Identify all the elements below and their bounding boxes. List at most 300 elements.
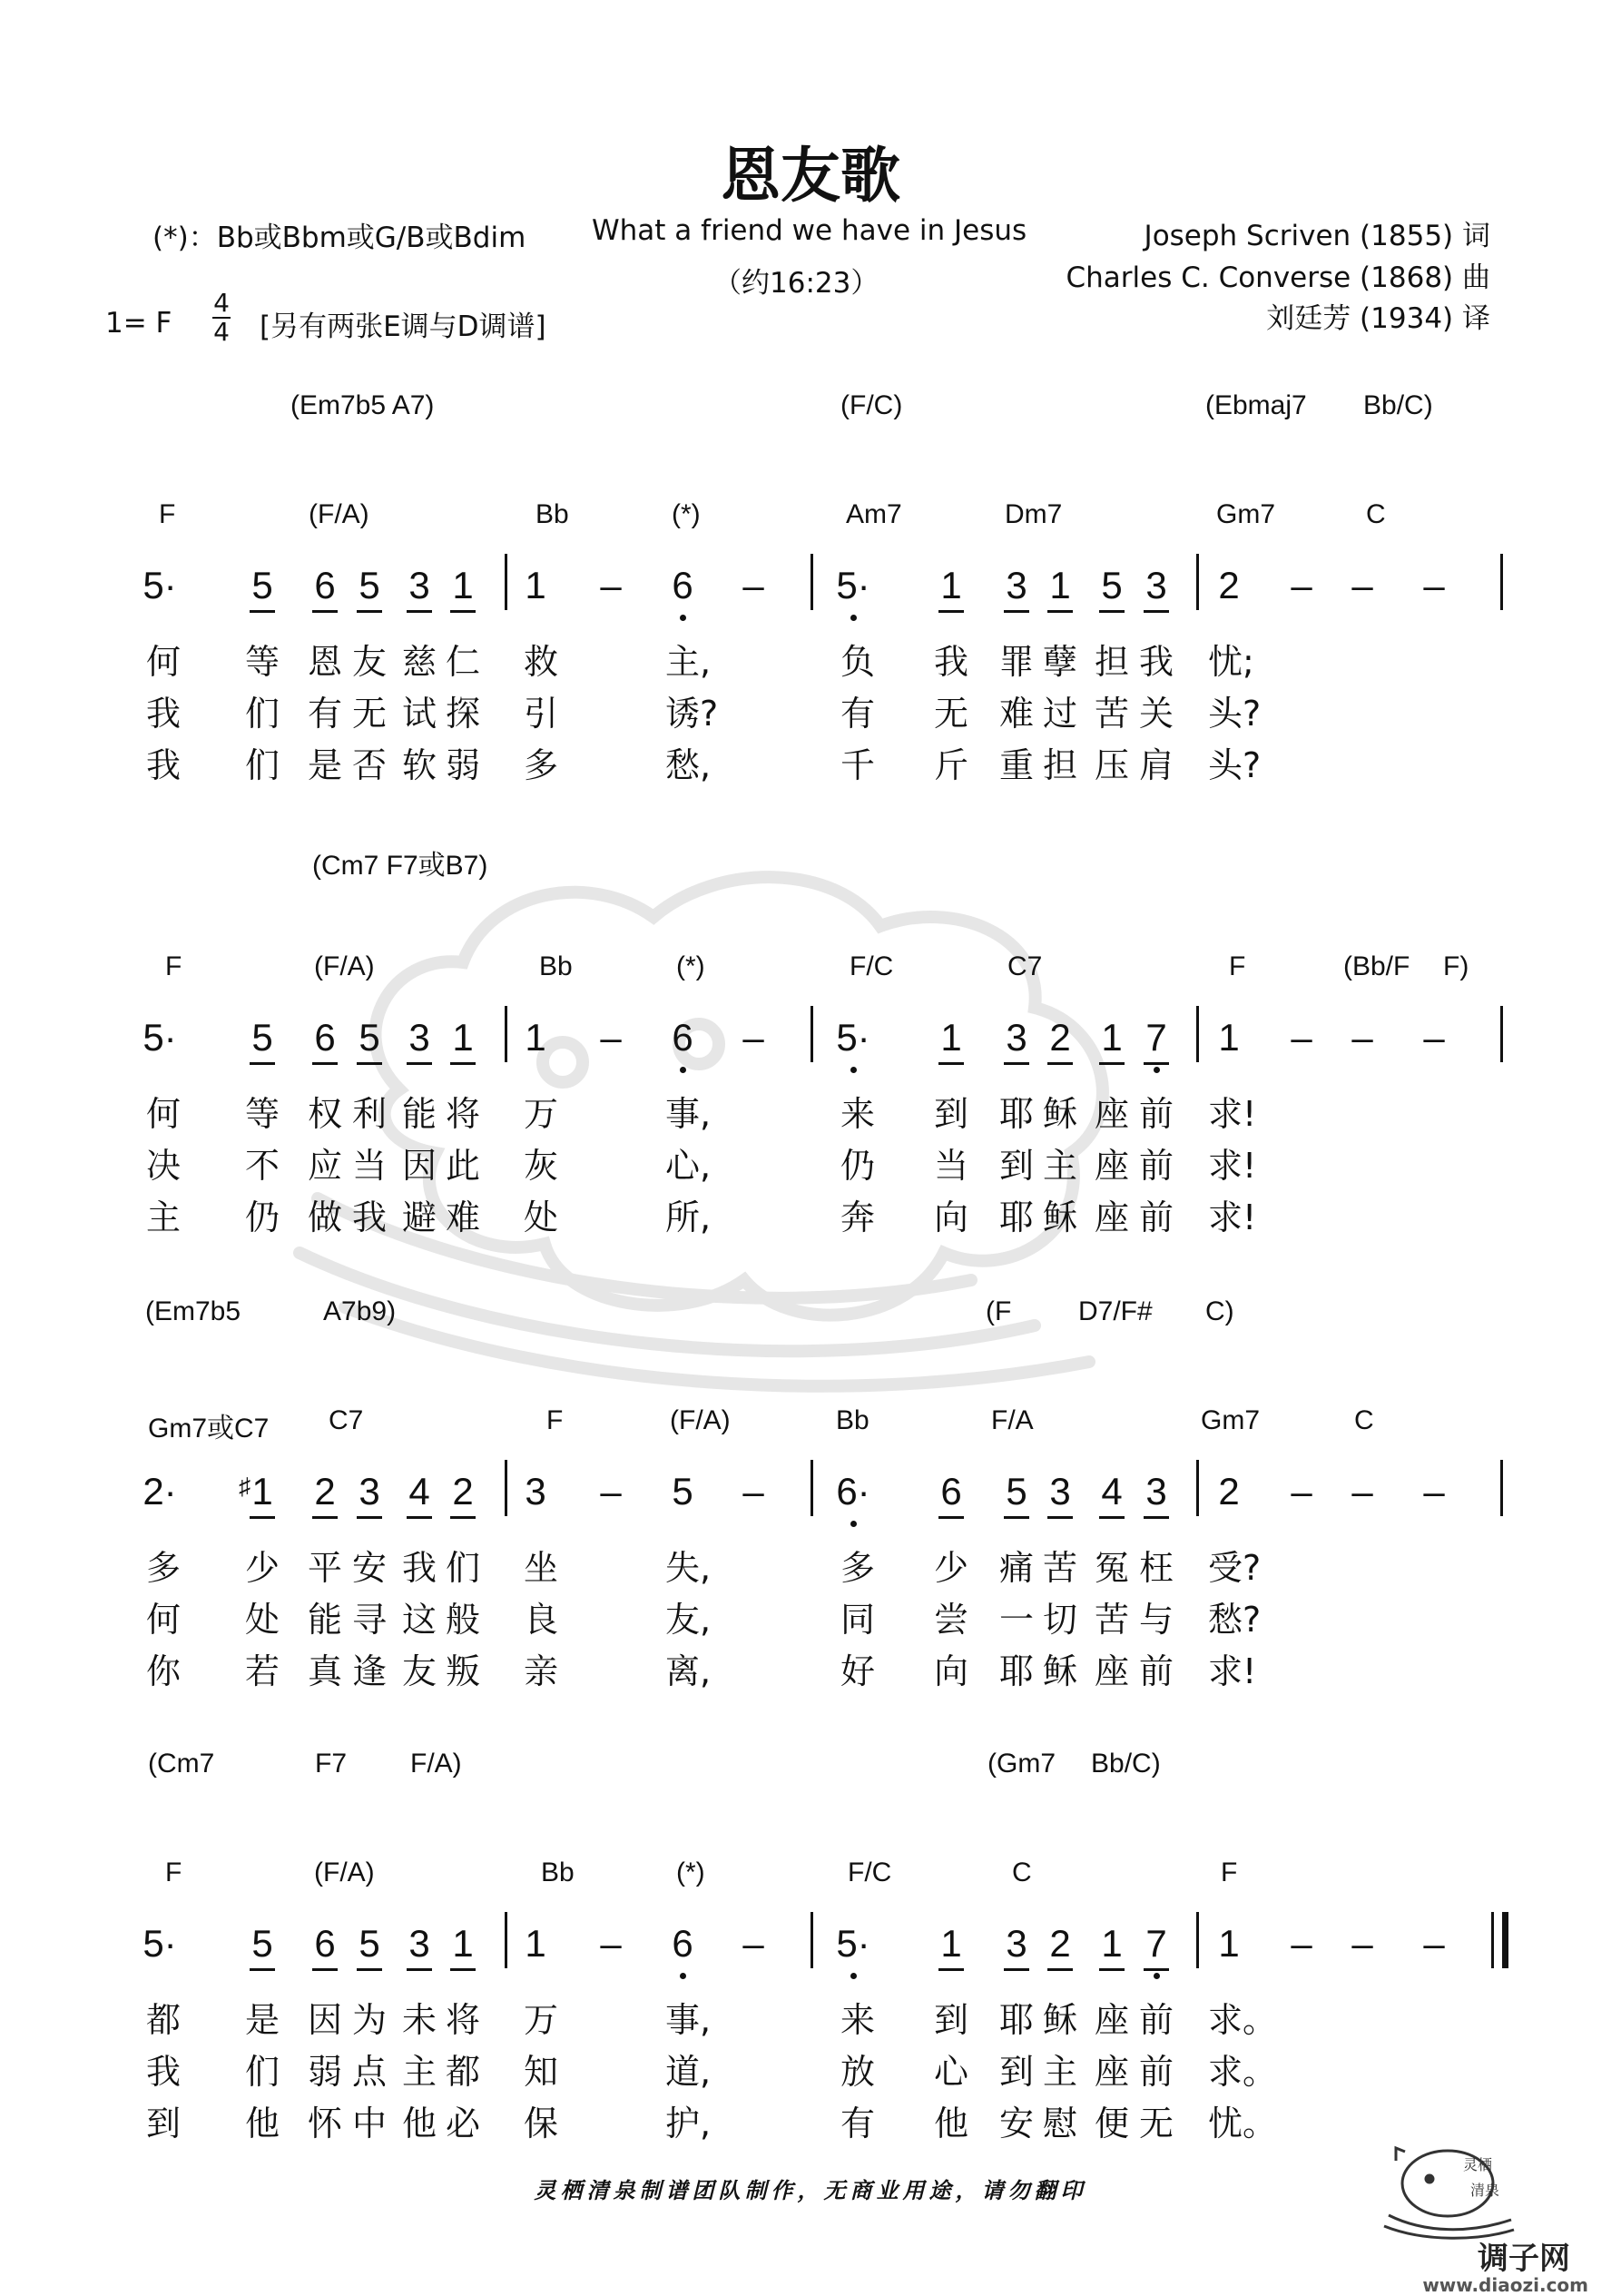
chord-symbol: (F/A) (309, 499, 369, 529)
chord-substitution-note: (*)：Bb或Bbm或G/B或Bdim (152, 222, 526, 254)
jianpu-note: 3 (525, 1470, 546, 1513)
lyric-char: 处 (523, 1197, 558, 1237)
lyric-char: 切 (1042, 1600, 1077, 1640)
chord-symbol: Bb (836, 1405, 869, 1435)
lyric-char: 孽 (1042, 642, 1077, 682)
jianpu-note: 2 (307, 1469, 343, 1514)
lyric-char: 来 (840, 1094, 875, 1134)
jianpu-note: 5 (244, 563, 280, 608)
barline (1500, 554, 1503, 610)
jianpu-note: 5 (1094, 563, 1130, 608)
chord-symbol: (F/A) (670, 1405, 731, 1435)
lyric-char: 座 (1094, 2000, 1129, 2040)
lyric-char: 保 (523, 2104, 558, 2143)
lyric-char: 肩 (1138, 745, 1174, 785)
jianpu-note: 5 (672, 1470, 693, 1513)
lyric-char: 救 (523, 642, 558, 682)
lyric-char: 点 (351, 2052, 387, 2092)
jianpu-note: 6 (933, 1469, 969, 1514)
jianpu-note: 5· (142, 1922, 177, 1965)
translator-credit: 刘廷芳 (1934) 译 (1266, 302, 1490, 335)
lyric-char: 稣 (1042, 2000, 1077, 2040)
lyric-char: 主 (1042, 1146, 1077, 1186)
lyric-char: 叛 (445, 1651, 480, 1691)
composer-credit: Charles C. Converse (1868) 曲 (1066, 261, 1490, 294)
lyric-char: 事, (665, 1094, 712, 1134)
lyric-char: 因 (401, 1146, 437, 1186)
jianpu-note: 1 (445, 1921, 481, 1966)
lyric-char: 到 (998, 1146, 1034, 1186)
lyric-char: 仍 (840, 1146, 875, 1186)
chord-symbol: (Bb/F (1343, 951, 1410, 981)
lyric-char: 耶 (998, 1197, 1034, 1237)
jianpu-note: 5 (351, 563, 388, 608)
lyric-char: 仍 (244, 1197, 280, 1237)
lyric-char: 忧; (1208, 642, 1254, 682)
jianpu-note: 1 (525, 1016, 546, 1059)
barline (1196, 1912, 1199, 1968)
lyric-char: 有 (307, 694, 342, 734)
lyric-char: 向 (933, 1197, 968, 1237)
lyric-char: 坐 (523, 1548, 558, 1588)
lyric-char: 到 (933, 2000, 968, 2040)
site-name: 调子网 (1478, 2241, 1570, 2277)
lyric-char: 稣 (1042, 1651, 1077, 1691)
jianpu-note: 3 (998, 563, 1035, 608)
lyric-char: 们 (244, 2052, 280, 2092)
lyric-char: 弱 (307, 2052, 342, 2092)
jianpu-note: 6 (664, 563, 701, 608)
chord-symbol: Gm7 (1201, 1405, 1261, 1435)
chord-symbol: (*) (676, 951, 705, 981)
lyric-char: 决 (145, 1146, 181, 1186)
jianpu-note: 5 (244, 1015, 280, 1060)
lyric-char: 稣 (1042, 1094, 1077, 1134)
lyric-char: 必 (445, 2104, 480, 2143)
lyric-char: 苦 (1042, 1548, 1077, 1588)
lyric-char: 座 (1094, 1094, 1129, 1134)
chord-symbol: F (165, 951, 182, 981)
chord-symbol: Am7 (846, 499, 902, 529)
lyric-char: 为 (351, 2000, 387, 2040)
lyric-char: 何 (145, 642, 181, 682)
lyric-char: 都 (145, 2000, 181, 2040)
alternate-chord: (Cm7 (148, 1749, 215, 1779)
jianpu-note: – (1291, 1470, 1312, 1513)
chord-symbol: Gm7或C7 (148, 1414, 270, 1444)
jianpu-note: – (1351, 1016, 1373, 1059)
lyric-char: 罪 (998, 642, 1034, 682)
jianpu-note: – (742, 1016, 764, 1059)
barline (505, 554, 507, 610)
jianpu-note: – (600, 564, 622, 606)
lyric-char: 多 (840, 1548, 875, 1588)
lyric-char: 前 (1138, 1146, 1174, 1186)
jianpu-note: 3 (998, 1921, 1035, 1966)
lyric-char: 弱 (445, 745, 480, 785)
lyric-char: 耶 (998, 1094, 1034, 1134)
alternate-chord: Bb/C) (1091, 1749, 1161, 1779)
lyric-char: 心, (665, 1146, 712, 1186)
lyric-char: 压 (1094, 745, 1129, 785)
lyric-char: 无 (351, 694, 387, 734)
jianpu-note: 3 (401, 1015, 437, 1060)
jianpu-note: 2 (1042, 1921, 1078, 1966)
lyric-char: 耶 (998, 2000, 1034, 2040)
jianpu-note: – (1291, 1922, 1312, 1965)
lyric-char: 逢 (351, 1651, 387, 1691)
lyric-char: 这 (401, 1600, 437, 1640)
chord-symbol: F/C (848, 1857, 892, 1887)
lyric-char: 一 (998, 1600, 1034, 1640)
lyric-char: 负 (840, 642, 875, 682)
lyric-char: 无 (1138, 2104, 1174, 2143)
chord-symbol: F (546, 1405, 564, 1435)
lingqi-logo (1380, 2143, 1516, 2242)
jianpu-note: – (1351, 564, 1373, 606)
jianpu-note: 5· (142, 1016, 177, 1059)
lyric-char: 来 (840, 2000, 875, 2040)
lyric-char: 怀 (307, 2104, 342, 2143)
jianpu-note: 5· (836, 564, 870, 606)
alternate-keys-note: [另有两张E调与D调谱] (260, 310, 546, 343)
lyric-char: 安 (998, 2104, 1034, 2143)
lyric-char: 平 (307, 1548, 342, 1588)
lyric-char: 将 (445, 1094, 480, 1134)
lyric-char: 少 (933, 1548, 968, 1588)
lyric-char: 苦 (1094, 1600, 1129, 1640)
lyric-char: 座 (1094, 1146, 1129, 1186)
jianpu-note: 5· (142, 564, 177, 606)
lyric-char: 奔 (840, 1197, 875, 1237)
jianpu-note: 1 (933, 1015, 969, 1060)
lyric-char: 探 (445, 694, 480, 734)
jianpu-note: 3 (998, 1015, 1035, 1060)
jianpu-note: – (1351, 1922, 1373, 1965)
jianpu-note: – (742, 564, 764, 606)
lyric-char: 好 (840, 1651, 875, 1691)
lyric-char: 同 (840, 1600, 875, 1640)
lyric-char: 我 (145, 694, 181, 734)
lyric-char: 稣 (1042, 1197, 1077, 1237)
lyric-char: 重 (998, 745, 1034, 785)
lyric-char: 能 (307, 1600, 342, 1640)
lyric-char: 头? (1208, 694, 1262, 734)
lyric-char: 般 (445, 1600, 480, 1640)
jianpu-note: 1 (525, 1922, 546, 1965)
lyric-char: 尝 (933, 1600, 968, 1640)
chord-symbol: F (159, 499, 176, 529)
jianpu-note: – (742, 1470, 764, 1513)
jianpu-note: 6· (836, 1470, 870, 1513)
lyric-char: 苦 (1094, 694, 1129, 734)
jianpu-note: 2· (142, 1470, 177, 1513)
jianpu-note: 6 (307, 563, 343, 608)
chord-symbol: Bb (539, 951, 573, 981)
jianpu-note: – (1423, 564, 1445, 606)
jianpu-note: 3 (401, 1921, 437, 1966)
lyric-char: 安 (351, 1548, 387, 1588)
lyric-char: 亲 (523, 1651, 558, 1691)
lyric-char: 我 (145, 2052, 181, 2092)
lyric-char: 仁 (445, 642, 480, 682)
jianpu-note: – (1423, 1470, 1445, 1513)
jianpu-note: 1 (1218, 1922, 1240, 1965)
lyric-char: 头? (1208, 745, 1262, 785)
lyric-char: 与 (1138, 1600, 1174, 1640)
barline (505, 1912, 507, 1968)
jianpu-note: 1 (445, 1015, 481, 1060)
lyric-char: 们 (244, 694, 280, 734)
lyric-char: 担 (1042, 745, 1077, 785)
lyric-char: 求! (1208, 1197, 1257, 1237)
jianpu-note: 6 (307, 1921, 343, 1966)
chord-symbol: (F/A) (314, 1857, 375, 1887)
alternate-chord: (Em7b5 (145, 1296, 241, 1326)
lyric-char: 求。 (1208, 2052, 1278, 2092)
jianpu-note: 7 (1138, 1921, 1174, 1966)
jianpu-note: – (1423, 1922, 1445, 1965)
song-title: 恩友歌 (721, 141, 900, 211)
english-title: What a friend we have in Jesus (592, 214, 1027, 247)
lyric-char: 权 (307, 1094, 342, 1134)
lyric-char: 诱? (665, 694, 719, 734)
alternate-chord: (Cm7 F7或B7) (312, 851, 488, 881)
lyric-char: 便 (1094, 2104, 1129, 2143)
jianpu-note: 3 (351, 1469, 388, 1514)
chord-symbol: Bb (535, 499, 569, 529)
lyric-char: 何 (145, 1094, 181, 1134)
bible-reference: （约16:23） (713, 267, 879, 300)
lyric-char: 等 (244, 1094, 280, 1134)
lyric-char: 求! (1208, 1651, 1257, 1691)
jianpu-note: 5 (244, 1921, 280, 1966)
chord-symbol: F (165, 1857, 182, 1887)
lyric-char: 过 (1042, 694, 1077, 734)
lyric-char: 是 (244, 2000, 280, 2040)
jianpu-note: 3 (1042, 1469, 1078, 1514)
chord-symbol: Bb (541, 1857, 575, 1887)
lyric-char: 忧。 (1208, 2104, 1278, 2143)
jianpu-note: – (1351, 1470, 1373, 1513)
chord-symbol: C7 (329, 1405, 364, 1435)
lyric-char: 是 (307, 745, 342, 785)
lyric-char: 前 (1138, 1197, 1174, 1237)
lyric-char: 当 (933, 1146, 968, 1186)
lyric-char: 万 (523, 1094, 558, 1134)
barline (810, 1460, 813, 1516)
lyric-char: 道, (665, 2052, 712, 2092)
lyric-char: 求! (1208, 1094, 1257, 1134)
lyric-char: 未 (401, 2000, 437, 2040)
lyric-char: 此 (445, 1146, 480, 1186)
lyric-char: 离, (665, 1651, 712, 1691)
lyric-char: 心 (933, 2052, 968, 2092)
lyric-char: 座 (1094, 1651, 1129, 1691)
lyric-char: 何 (145, 1600, 181, 1640)
lyric-char: 能 (401, 1094, 437, 1134)
chord-symbol: C (1366, 499, 1386, 529)
svg-text:清泉: 清泉 (1470, 2182, 1500, 2199)
jianpu-note: 2 (1218, 564, 1240, 606)
lyric-char: 他 (933, 2104, 968, 2143)
jianpu-note: 5· (836, 1016, 870, 1059)
barline (1500, 1460, 1503, 1516)
lyric-char: 都 (445, 2052, 480, 2092)
lyric-char: 前 (1138, 1094, 1174, 1134)
jianpu-note: – (600, 1016, 622, 1059)
lyric-char: 寻 (351, 1600, 387, 1640)
lyric-char: 求! (1208, 1146, 1257, 1186)
alternate-chord: (F (986, 1296, 1012, 1326)
jianpu-note: 2 (1218, 1470, 1240, 1513)
lyric-char: 万 (523, 2000, 558, 2040)
barline (505, 1460, 507, 1516)
lyric-char: 护, (665, 2104, 712, 2143)
lyric-char: 多 (523, 745, 558, 785)
jianpu-note: – (742, 1922, 764, 1965)
lyric-char: 受? (1208, 1548, 1262, 1588)
barline (810, 1912, 813, 1968)
lyric-char: 无 (933, 694, 968, 734)
lyric-char: 千 (840, 745, 875, 785)
lyric-char: 耶 (998, 1651, 1034, 1691)
lyric-char: 因 (307, 2000, 342, 2040)
lyric-char: 我 (1138, 642, 1174, 682)
barline (1196, 1460, 1199, 1516)
alternate-chord: C) (1205, 1296, 1234, 1326)
lyric-char: 处 (244, 1600, 280, 1640)
lyric-char: 前 (1138, 2000, 1174, 2040)
lyric-char: 所, (665, 1197, 712, 1237)
jianpu-note: 3 (1138, 563, 1174, 608)
lyric-char: 真 (307, 1651, 342, 1691)
jianpu-note: 1 (1094, 1921, 1130, 1966)
lyric-char: 友 (351, 642, 387, 682)
lyric-char: 试 (401, 694, 437, 734)
barline (810, 554, 813, 610)
chord-symbol: C7 (1007, 951, 1043, 981)
alternate-chord: (Gm7 (987, 1749, 1056, 1779)
lyric-char: 座 (1094, 2052, 1129, 2092)
chord-symbol: Gm7 (1216, 499, 1276, 529)
final-barline-thin (1491, 1912, 1494, 1968)
lyric-char: 少 (244, 1548, 280, 1588)
sharp-accidental: ♯ (239, 1473, 251, 1500)
jianpu-note: 1 (1094, 1015, 1130, 1060)
copyright-footer: 灵栖清泉制谱团队制作，无商业用途，请勿翻印 (534, 2178, 1087, 2203)
chord-symbol: (*) (676, 1857, 705, 1887)
jianpu-note: 2 (445, 1469, 481, 1514)
time-signature-bottom: 4 (213, 317, 230, 347)
lyric-char: 愁, (665, 745, 712, 785)
lyric-char: 主 (145, 1197, 181, 1237)
jianpu-note: 6 (664, 1015, 701, 1060)
jianpu-note: 5· (836, 1922, 870, 1965)
final-barline (1502, 1912, 1508, 1968)
jianpu-note: – (1423, 1016, 1445, 1059)
barline (1196, 554, 1199, 610)
lyric-char: 慰 (1042, 2104, 1077, 2143)
jianpu-note: 7 (1138, 1015, 1174, 1060)
alternate-chord: D7/F# (1078, 1296, 1153, 1326)
lyric-char: 失, (665, 1548, 712, 1588)
lyric-char: 关 (1138, 694, 1174, 734)
lyric-char: 我 (351, 1197, 387, 1237)
jianpu-note: 1 (525, 564, 546, 606)
lyric-char: 求。 (1208, 2000, 1278, 2040)
lyric-char: 有 (840, 694, 875, 734)
chord-symbol: F/A (991, 1405, 1034, 1435)
logo-lettering: 灵栖 (1463, 2156, 1493, 2173)
lyric-char: 我 (401, 1548, 437, 1588)
lyric-char: 灰 (523, 1146, 558, 1186)
lyric-char: 利 (351, 1094, 387, 1134)
lyric-char: 枉 (1138, 1548, 1174, 1588)
chord-symbol: (*) (672, 499, 701, 529)
barline (1196, 1006, 1199, 1062)
lyric-char: 主, (665, 642, 712, 682)
barline (810, 1006, 813, 1062)
lyric-char: 斤 (933, 745, 968, 785)
barline (1500, 1006, 1503, 1062)
jianpu-note: 1 ♯ (244, 1469, 280, 1514)
lyric-char: 们 (445, 1548, 480, 1588)
alternate-chord: F7 (315, 1749, 348, 1779)
lyric-char: 友 (401, 1651, 437, 1691)
lyric-char: 有 (840, 2104, 875, 2143)
lyric-char: 软 (401, 745, 437, 785)
jianpu-note: 5 (351, 1921, 388, 1966)
chord-symbol: F (1229, 951, 1246, 981)
lyric-char: 将 (445, 2000, 480, 2040)
jianpu-note: 1 (445, 563, 481, 608)
chord-symbol: F (1221, 1857, 1238, 1887)
lyric-char: 冤 (1094, 1548, 1129, 1588)
lyric-char: 主 (1042, 2052, 1077, 2092)
lyric-char: 若 (244, 1651, 280, 1691)
lyric-char: 不 (244, 1146, 280, 1186)
time-signature-top: 4 (213, 288, 230, 318)
lyric-char: 引 (523, 694, 558, 734)
jianpu-note: – (600, 1470, 622, 1513)
lyric-char: 向 (933, 1651, 968, 1691)
lyric-char: 知 (523, 2052, 558, 2092)
jianpu-note: 1 (1218, 1016, 1240, 1059)
chord-symbol: F/C (850, 951, 894, 981)
lyric-char: 应 (307, 1146, 342, 1186)
lyric-char: 到 (933, 1094, 968, 1134)
key-signature: 1= F (105, 307, 172, 340)
barline (505, 1006, 507, 1062)
lyric-char: 等 (244, 642, 280, 682)
lyricist-credit: Joseph Scriven (1855) 词 (1144, 220, 1490, 252)
chord-symbol: Dm7 (1005, 499, 1063, 529)
lyric-char: 当 (351, 1146, 387, 1186)
jianpu-note: 4 (1094, 1469, 1130, 1514)
lyric-char: 难 (445, 1197, 480, 1237)
jianpu-note: 1 (933, 1921, 969, 1966)
alternate-chord: (F/C) (840, 390, 903, 420)
lyric-char: 前 (1138, 1651, 1174, 1691)
jianpu-note: – (1291, 1016, 1312, 1059)
lyric-char: 我 (145, 745, 181, 785)
chord-symbol: F) (1443, 951, 1469, 981)
lyric-char: 友, (665, 1600, 712, 1640)
alternate-chord: A7b9) (323, 1296, 397, 1326)
jianpu-note: 5 (351, 1015, 388, 1060)
alternate-chord: F/A) (410, 1749, 462, 1779)
